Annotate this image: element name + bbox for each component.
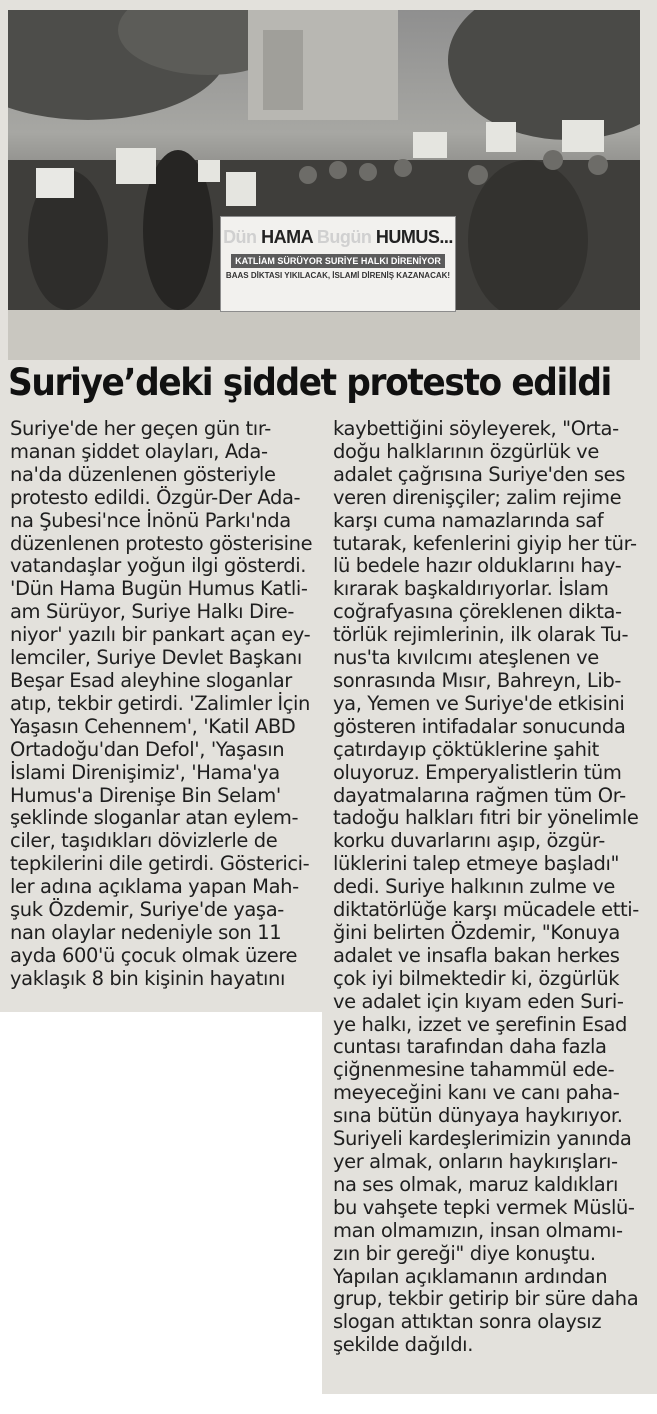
text-line: şekilde dağıldı. xyxy=(333,1333,473,1357)
protest-photo xyxy=(8,10,640,360)
text-line: yer almak, onların haykırışları- xyxy=(333,1150,618,1173)
text-line: sonrasında Mısır, Bahreyn, Lib- xyxy=(333,668,621,692)
text-line: manan şiddet olayları, Ada- xyxy=(10,439,268,463)
text-line: lüklerini talep etmeye başladı" xyxy=(333,852,620,876)
text-line: atıp, tekbir getirdi. 'Zalimler İçin xyxy=(10,691,311,715)
text-line: lemciler, Suriye Devlet Başkanı xyxy=(10,646,302,670)
text-line: ye halkı, izzet ve şerefinin Esad xyxy=(333,1012,628,1036)
text-line: İslami Direnişimiz', 'Hama'ya xyxy=(10,760,280,784)
text-line: Beşar Esad aleyhine sloganlar xyxy=(10,668,292,692)
text-line: düzenlenen protesto gösterisine xyxy=(10,531,313,555)
banner-title xyxy=(221,227,455,248)
text-line: grup, tekbir getirip bir süre daha xyxy=(333,1287,639,1311)
article-headline: Suriye’deki şiddet protesto edildi xyxy=(8,361,611,404)
banner-word: HAMA xyxy=(261,227,313,247)
text-line: Suriyeli kardeşlerimizin yanında xyxy=(333,1127,632,1151)
text-line: ve adalet için kıyam eden Suri- xyxy=(333,989,624,1013)
text-line: gösteren intifadalar sonucunda xyxy=(333,714,626,738)
text-line: oluyoruz. Emperyalistlerin tüm xyxy=(333,760,622,784)
text-line: vatandaşlar yoğun ilgi gösterdi. xyxy=(10,554,307,578)
text-line: Humus'a Direnişe Bin Selam' xyxy=(10,783,281,807)
text-line: nus'ta kıvılcımı ateşlenen ve xyxy=(333,646,599,670)
text-line: dedi. Suriye halkının zulme ve xyxy=(333,875,615,899)
text-line: doğu halklarının özgürlük ve xyxy=(333,439,599,463)
text-line: adalet ve insafla bakan herkes xyxy=(333,943,620,967)
article-column-right xyxy=(333,418,643,1357)
text-line: nan olaylar nedeniyle son 11 xyxy=(10,920,282,944)
text-line: zın bir gereği" diye konuştu. xyxy=(333,1241,596,1265)
text-line: adalet çağrısına Suriye'den ses xyxy=(333,462,626,486)
text-line: am Sürüyor, Suriye Halkı Dire- xyxy=(10,600,295,624)
text-line: na Şubesi'nce İnönü Parkı'nda xyxy=(10,508,291,532)
text-line: tepkilerini dile getirdi. Gösterici- xyxy=(10,852,310,876)
text-line: na ses olmak, maruz kaldıkları xyxy=(333,1172,618,1196)
text-line: tutarak, kefenlerini giyip her tür- xyxy=(333,531,637,555)
text-line: korku duvarlarını aşıp, özgür- xyxy=(333,829,605,853)
banner-word: Bugün xyxy=(316,227,372,247)
article-column-left xyxy=(10,417,313,991)
text-line: çatırdayıp çöktüklerine şahit xyxy=(333,737,599,761)
text-line: ğini belirten Özdemir, "Konuya xyxy=(333,920,620,944)
text-line: meyeceğini kanı ve canı paha- xyxy=(333,1081,620,1105)
banner-slogan: BAAS DİKTASI YIKILACAK, İSLAMİ DİRENİŞ KAZANACAK! xyxy=(225,271,451,280)
text-line: tadoğu halkları fıtri bir yönelimle xyxy=(333,806,639,830)
banner-word: Dün xyxy=(223,227,257,247)
banner-word: HUMUS... xyxy=(375,227,453,247)
text-line: ya, Yemen ve Suriye'de etkisini xyxy=(333,691,625,715)
text-line: şeklinde sloganlar atan eylem- xyxy=(10,806,299,830)
text-line: çiğnenmesine tahammül ede- xyxy=(333,1058,615,1082)
text-line: ler adına açıklama yapan Mah- xyxy=(10,875,299,899)
text-line: lü bedele hazır olduklarını hay- xyxy=(333,554,622,578)
text-line: Suriye'de her geçen gün tır- xyxy=(10,417,271,440)
text-line: Yapılan açıklamanın ardından xyxy=(333,1264,608,1288)
text-line: diktatörlüğe karşı mücadele etti- xyxy=(333,898,639,922)
text-line: Ortadoğu'dan Defol', 'Yaşasın xyxy=(10,737,285,761)
text-line: yaklaşık 8 bin kişinin hayatını xyxy=(10,966,286,990)
text-line: veren direnişçiler; zalim rejime xyxy=(333,485,622,509)
text-line: törlük rejimlerinin, ilk olarak Tu- xyxy=(333,623,629,647)
protest-banner xyxy=(220,216,456,312)
text-line: ayda 600'ü çocuk olmak üzere xyxy=(10,943,298,967)
text-line: Yaşasın Cehennem', 'Katil ABD xyxy=(10,714,296,738)
text-line: niyor' yazılı bir pankart açan ey- xyxy=(10,623,311,647)
text-line: cuntası tarafından daha fazla xyxy=(333,1035,607,1059)
text-line: protesto edildi. Özgür-Der Ada- xyxy=(10,485,301,509)
text-line: dayatmalarına rağmen tüm Or- xyxy=(333,783,626,807)
text-line: ciler, taşıdıkları dövizlerle de xyxy=(10,829,278,853)
banner-subtitle: KATLİAM SÜRÜYOR SURİYE HALKI DİRENİYOR xyxy=(231,254,445,268)
text-line: kırarak başkaldırıyorlar. İslam xyxy=(333,577,609,601)
text-line: coğrafyasına çöreklenen dikta- xyxy=(333,600,622,624)
text-line: 'Dün Hama Bugün Humus Katli- xyxy=(10,577,308,601)
text-line: slogan attıktan sonra olaysız xyxy=(333,1310,602,1334)
text-line: sına bütün dünyaya haykırıyor. xyxy=(333,1104,623,1128)
text-line: çok iyi bilmektedir ki, özgürlük xyxy=(333,966,620,990)
text-line: şuk Özdemir, Suriye'de yaşa- xyxy=(10,898,284,922)
text-line: bu vahşete tepki vermek Müslü- xyxy=(333,1195,635,1219)
text-line: kaybettiğini söyleyerek, "Orta- xyxy=(333,417,619,440)
text-line: na'da düzenlenen gösteriyle xyxy=(10,462,276,486)
text-line: karşı cuma namazlarında saf xyxy=(333,508,604,532)
text-line: man olmamızın, insan olmamı- xyxy=(333,1218,623,1242)
